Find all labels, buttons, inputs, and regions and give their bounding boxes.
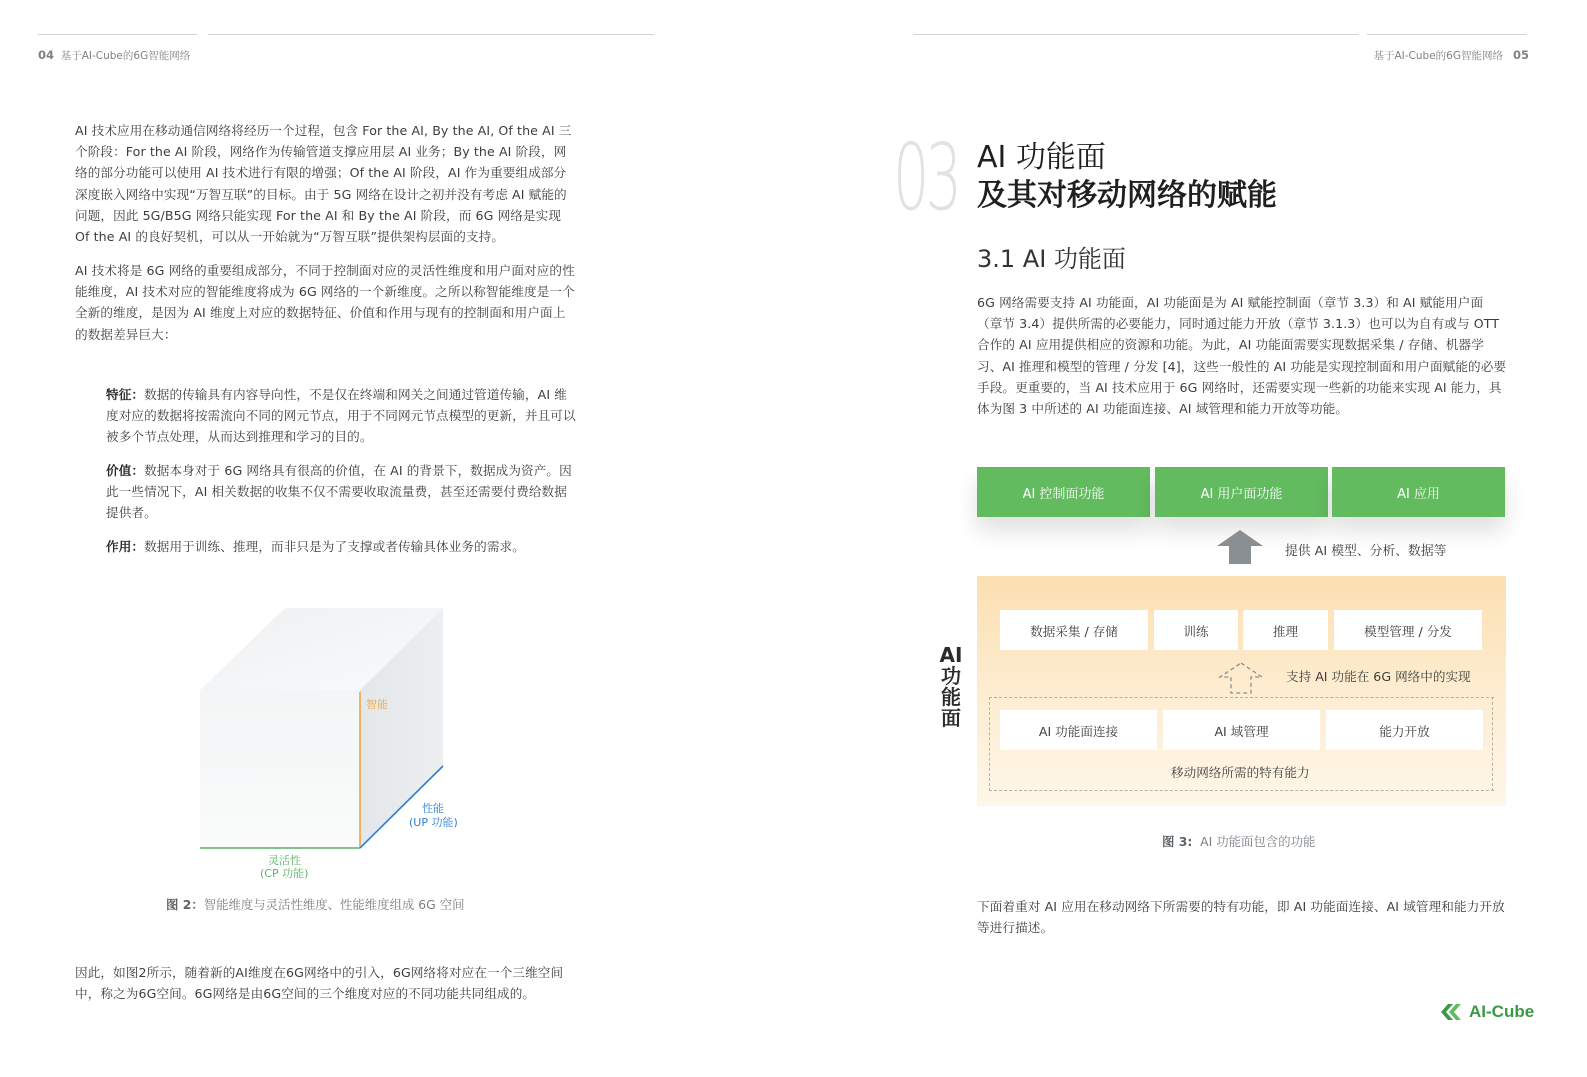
paragraph-following: 下面着重对 AI 应用在移动网络下所需要的特有功能，即 AI 功能面连接、AI 域管理和能力开放等进行描述。 [977,899,1505,936]
frame-right-edge [1492,697,1494,791]
chapter-number: 03 [893,124,959,231]
item-label: 作用： [106,539,145,554]
cube-front-face [200,690,360,848]
provide-label: 提供 AI 模型、分析、数据等 [1285,544,1447,559]
chapter-title-line-2: 及其对移动网络的赋能 [977,178,1277,213]
axis-label-performance: 性能 [422,802,444,815]
axis-label-flexibility-sub: (CP 功能) [260,867,309,880]
caption-label: 图 3: [1162,834,1193,849]
box-data-collection: 数据采集 / 存储 [1000,610,1148,650]
box-ai-domain-management: AI 域管理 [1163,710,1320,750]
caption-text: 智能维度与灵活性维度、性能维度组成 6G 空间 [203,897,465,912]
header-rule [208,34,654,35]
box-ai-plane-connection: AI 功能面连接 [1000,710,1157,750]
figure-3-caption [1162,832,1315,850]
ai-cube-logo [1439,1000,1534,1024]
list-item-role [106,536,578,557]
list-item-feature [106,384,578,448]
item-label: 价值： [106,463,145,478]
ai-cube-logo-icon [1439,1000,1465,1024]
axis-label-intelligence: 智能 [366,698,388,711]
page-header [1373,48,1529,63]
item-label: 特征： [106,387,145,402]
paragraph-ai-dimension: AI 技术将是 6G 网络的重要组成部分，不同于控制面对应的灵活性维度和用户面对应的性能维度，AI 技术对应的智能维度将成为 6G 网络的一个新维度。之所以称智能维度是一个全新的维度，是因为 AI 维度上对应的数据特征、价值和作用与现有的控制面和用户面上的数据差异巨大： [75,263,575,342]
header-rule [38,34,197,35]
up-arrow-icon [1215,528,1265,566]
box-training: 训练 [1154,610,1238,650]
page-number: 05 [1512,48,1529,62]
page-number: 04 [38,48,55,62]
paragraph-ai-function-plane: 6G 网络需要支持 AI 功能面，AI 功能面是为 AI 赋能控制面（章节 3.3）和 AI 赋能用户面（章节 3.4）提供所需的必要能力，同时通过能力开放（章节 3.1.3）也可以为自有或与 OTT 合作的 AI 应用提供相应的资源和功能。为此，AI 功能面需要实现数据采集 / 存储、机器学习、AI 推理和模型的管理 / 分发 [4]，这些一般性的 AI 功能是实现控制面和用户面赋能的必要手段。更重要的，当 AI 技术应用于 6G 网络时，还需要实现一些新的功能来实现 AI 能力，具体为图 3 中所述的 AI 功能面连接、AI 域管理和能力开放等功能。 [977,295,1507,417]
box-ai-control-plane: AI 控制面功能 [977,467,1150,517]
header-rule [913,34,1359,35]
figure-6g-space-cube [190,600,490,890]
right-page [793,0,1587,1077]
running-title: 基于AI-Cube的6G智能网络 [1373,50,1503,62]
paragraph-6g-space: 因此，如图2所示，随着新的AI维度在6G网络中的引入，6G网络将对应在一个三维空间中，称之为6G空间。6G网络是由6G空间的三个维度对应的不同功能共同组成的。 [75,965,564,1002]
item-text: 数据用于训练、推理，而非只是为了支撑或者传输具体业务的需求。 [144,539,525,554]
frame-left-edge [989,697,991,791]
figure-2-caption [166,895,465,913]
left-page [0,0,793,1077]
page-header [38,48,190,63]
axis-label-flexibility: 灵活性 [268,854,301,867]
caption-text: AI 功能面包含的功能 [1200,834,1316,849]
box-inference: 推理 [1243,610,1328,650]
list-item-value [106,460,578,524]
running-title: 基于AI-Cube的6G智能网络 [60,50,191,62]
support-label: 支持 AI 功能在 6G 网络中的实现 [1286,669,1471,684]
chapter-title-line-1: AI 功能面 [977,140,1106,175]
logo-text: AI-Cube [1469,1002,1535,1021]
dashed-up-arrow-icon [1217,660,1265,696]
header-rule [1367,34,1527,35]
axis-label-performance-sub: (UP 功能) [409,816,458,829]
caption-label: 图 2： [166,897,204,912]
item-text: 数据本身对于 6G 网络具有很高的价值，在 AI 的背景下，数据成为资产。因此一些情况下，AI 相关数据的收集不仅不需要收取流量费，甚至还需要付费给数据提供者。 [106,463,572,521]
box-capability-exposure: 能力开放 [1326,710,1483,750]
special-capabilities-label: 移动网络所需的特有能力 [1171,765,1310,780]
ai-function-plane-side-label: AI 功 能 面 [939,643,963,730]
box-model-management: 模型管理 / 分发 [1334,610,1482,650]
section-title: 3.1 AI 功能面 [977,245,1126,273]
box-ai-user-plane: AI 用户面功能 [1155,467,1328,517]
item-text: 数据的传输具有内容导向性，不是仅在终端和网关之间通过管道传输，AI 维度对应的数据将按需流向不同的网元节点，用于不同网元节点模型的更新，并且可以被多个节点处理，从而达到推理和学习的目的。 [106,387,576,445]
paragraph-ai-stages: AI 技术应用在移动通信网络将经历一个过程，包含 For the AI, By the AI, Of the AI 三个阶段：For the AI 阶段，网络作为传输管道支撑应用层 AI 业务；By the AI 阶段，网络的部分功能可以使用 AI 技术进行有限的增强；Of the AI 阶段，AI 作为重要组成部分深度嵌入网络中实现“万智互联”的目标。由于 5G 网络在设计之初并没有考虑 AI 赋能的问题，因此 5G/B5G 网络只能实现 For the AI 和 By the AI 阶段，而 6G 网络是实现 Of the AI 的良好契机，可以从一开始就为“万智互联”提供架构层面的支持。 [75,123,572,245]
box-ai-application: AI 应用 [1332,467,1505,517]
